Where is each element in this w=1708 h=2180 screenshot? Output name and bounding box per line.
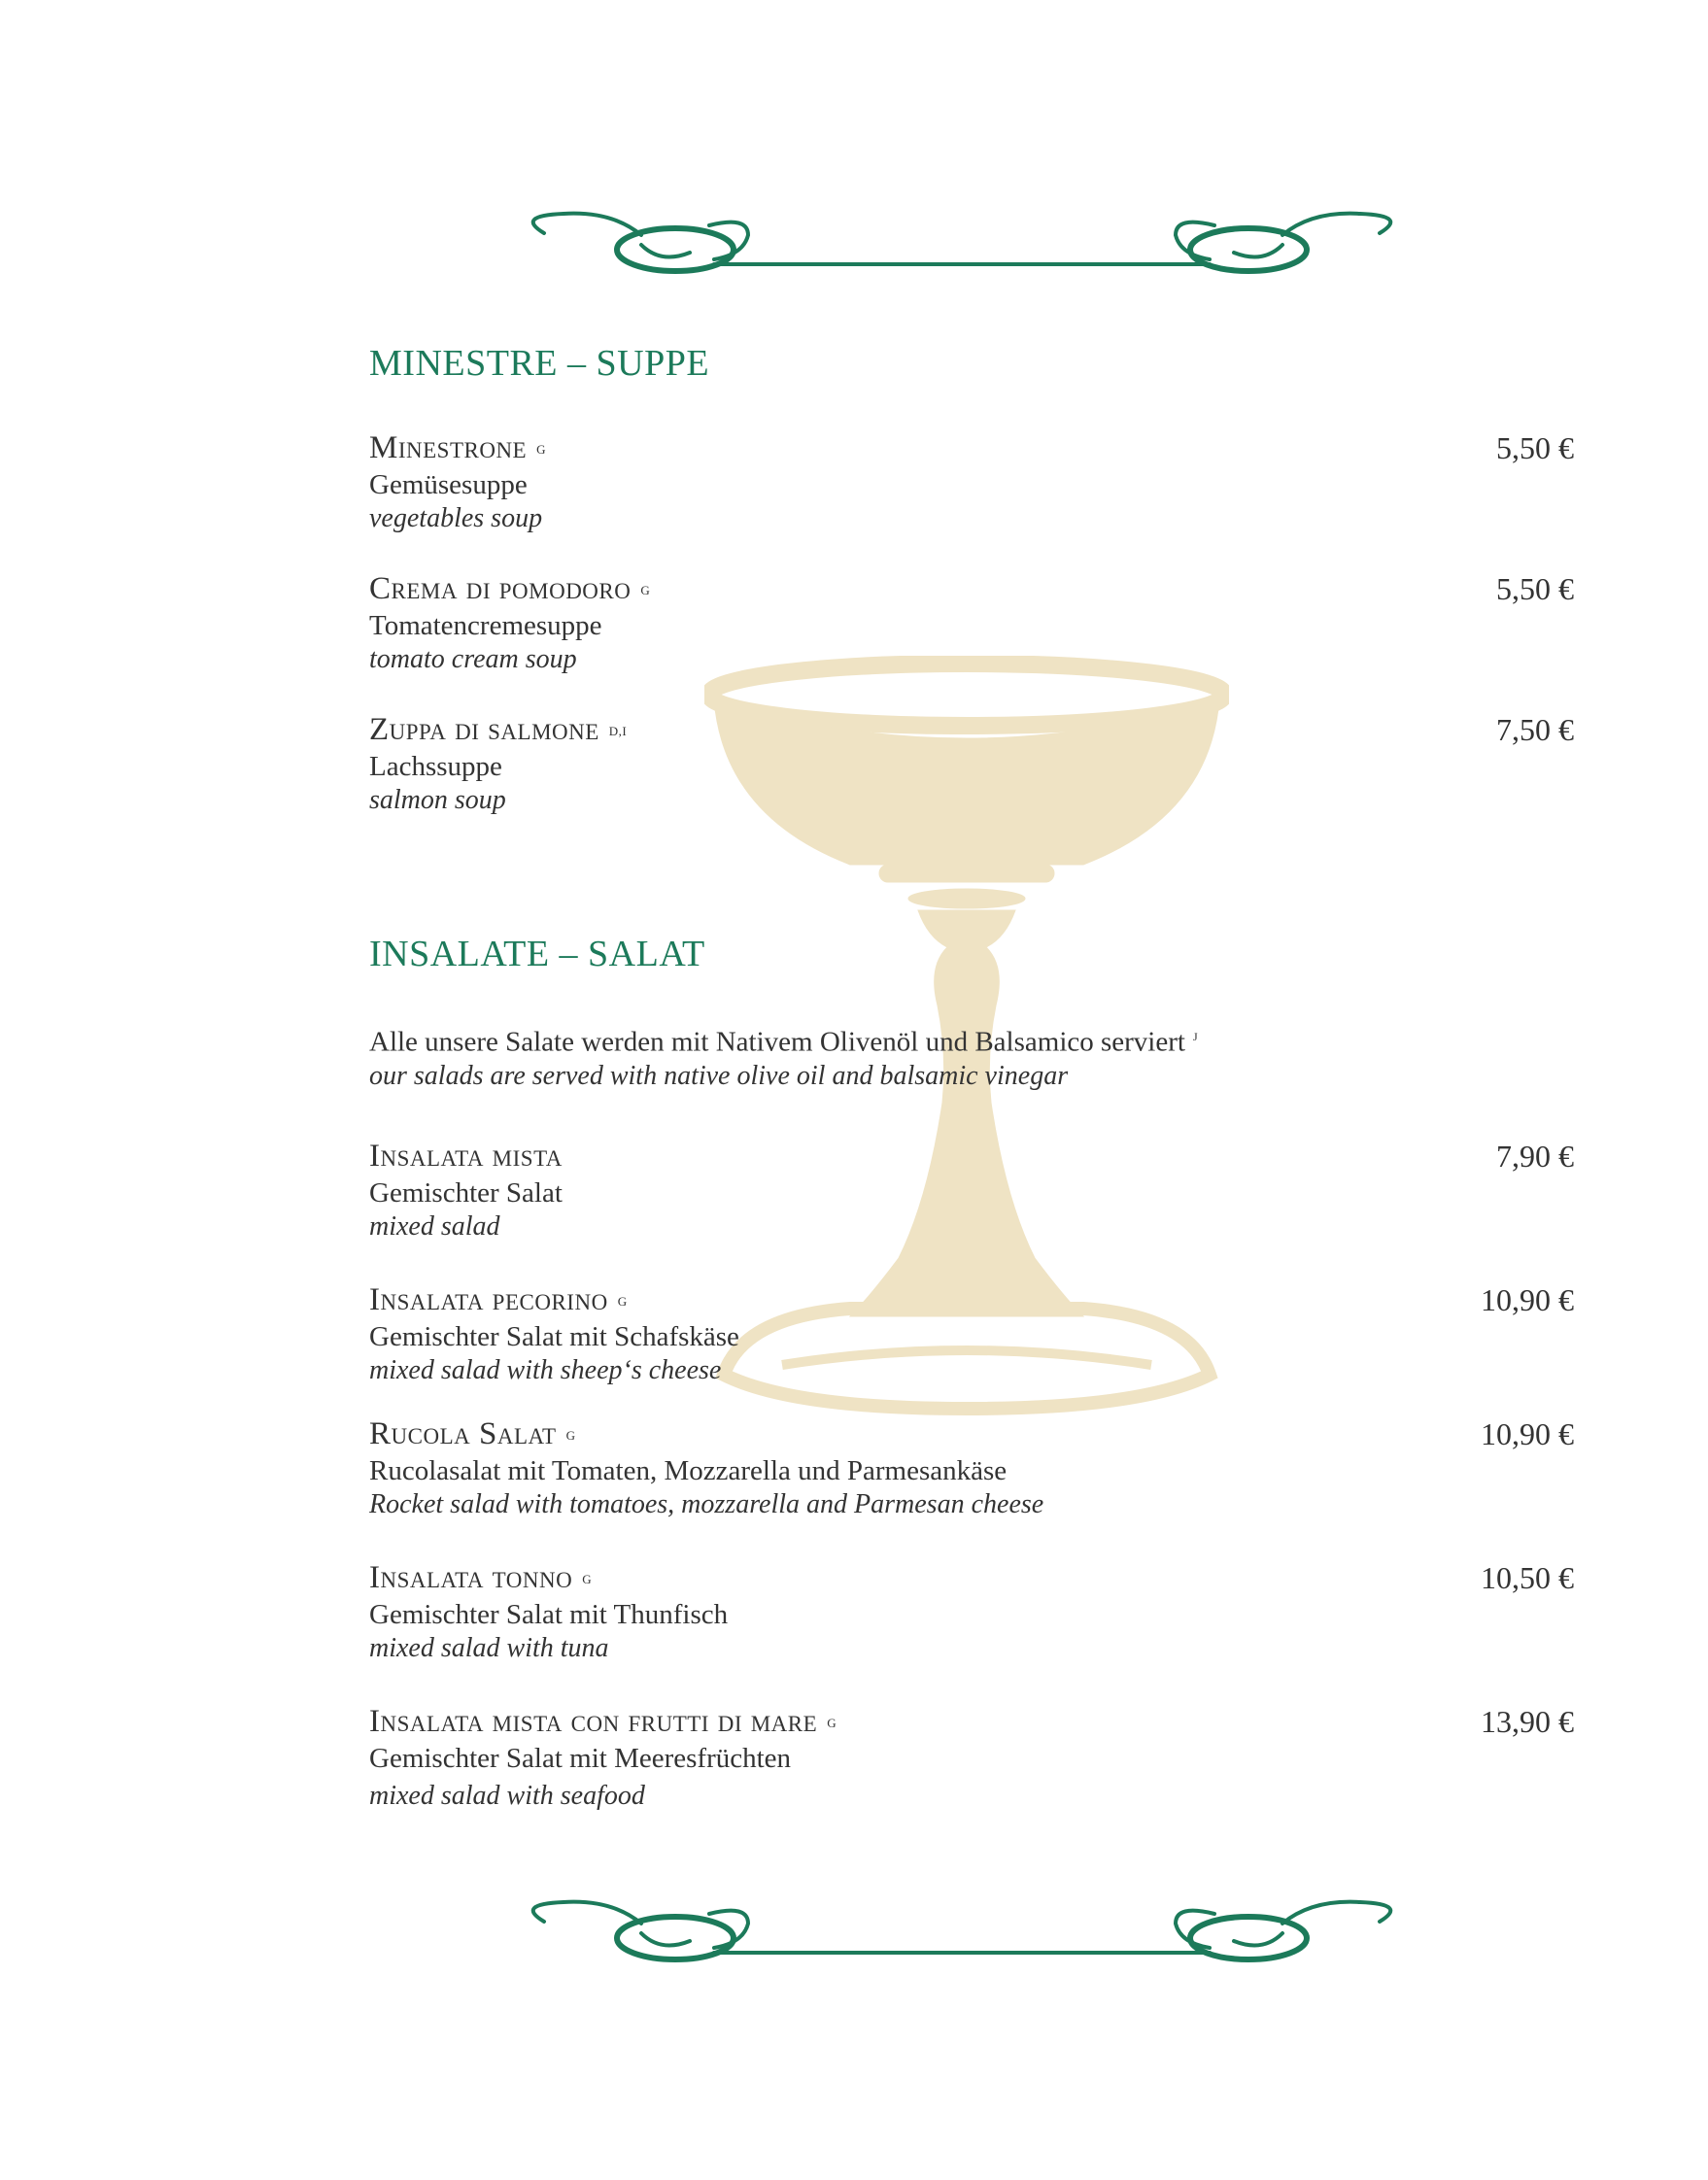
item-description-de: Gemischter Salat mit Meeresfrüchten <box>369 1743 792 1774</box>
allergen-codes: J <box>1192 1030 1198 1043</box>
note-de: Alle unsere Salate werden mit Nativem Olivenöl und Balsamico serviert $^J$ <box>369 1026 1198 1058</box>
menu-item <box>369 1280 1574 1387</box>
item-price: 5,50 € <box>1496 430 1574 465</box>
allergen-codes: G <box>617 1294 628 1309</box>
item-price: 10,90 € <box>1481 1282 1574 1317</box>
section-title-salads: INSALATE – SALAT <box>369 934 705 974</box>
item-description-en: tomato cream soup <box>369 644 577 674</box>
item-name: Crema di pomodoro $^G$ <box>369 571 651 606</box>
menu-item <box>369 1414 1574 1521</box>
allergen-codes: D,I <box>608 724 628 738</box>
allergen-codes: G <box>582 1572 593 1586</box>
menu-item <box>369 1558 1574 1665</box>
item-name: Minestrone $^G$ <box>369 430 547 465</box>
ornament-bottom <box>515 1894 1409 1972</box>
menu-item <box>369 710 1574 817</box>
item-name: Insalata tonno $^G$ <box>369 1560 593 1595</box>
item-price: 5,50 € <box>1496 571 1574 606</box>
item-price: 10,50 € <box>1481 1560 1574 1595</box>
item-description-de: Gemischter Salat mit Schafskäse <box>369 1321 739 1352</box>
item-description-en: salmon soup <box>369 785 506 815</box>
note-en: our salads are served with native olive oil and balsamic vinegar <box>369 1060 1069 1091</box>
salad-note <box>369 1019 1574 1093</box>
item-description-en: Rocket salad with tomatoes, mozzarella and Parmesan cheese <box>369 1489 1044 1519</box>
item-description-de: Lachssuppe <box>369 751 502 782</box>
item-description-en: mixed salad with sheep‘s cheese <box>369 1355 722 1385</box>
allergen-codes: G <box>565 1428 576 1443</box>
ornament-top <box>515 206 1409 284</box>
item-price: 13,90 € <box>1481 1704 1574 1739</box>
menu-item <box>369 428 1574 535</box>
item-name: Insalata pecorino $^G$ <box>369 1282 628 1317</box>
allergen-codes: G <box>536 442 547 457</box>
item-price: 7,50 € <box>1496 712 1574 747</box>
item-name: Insalata mista <box>369 1139 563 1174</box>
item-description-en: vegetables soup <box>369 503 543 533</box>
item-name: Zuppa di salmone $^{D,I}$ <box>369 712 628 747</box>
item-description-de: Gemischter Salat mit Thunfisch <box>369 1599 729 1630</box>
item-description-de: Rucolasalat mit Tomaten, Mozzarella und Parmesankäse <box>369 1455 1008 1486</box>
item-name: Rucola Salat $^G$ <box>369 1416 576 1451</box>
menu-item <box>369 1137 1574 1243</box>
allergen-codes: G <box>827 1716 837 1730</box>
menu-item <box>369 1702 1574 1813</box>
item-name: Insalata mista con frutti di mare $^G$ <box>369 1704 837 1739</box>
item-description-de: Gemüsesuppe <box>369 469 528 500</box>
item-price: 7,90 € <box>1496 1139 1574 1174</box>
item-price: 10,90 € <box>1481 1416 1574 1451</box>
item-description-en: mixed salad <box>369 1211 500 1242</box>
menu-item <box>369 569 1574 676</box>
item-description-en: mixed salad with tuna <box>369 1633 609 1663</box>
item-description-en: mixed salad with seafood <box>369 1781 645 1811</box>
item-description-de: Gemischter Salat <box>369 1177 563 1209</box>
item-description-de: Tomatencremesuppe <box>369 610 602 641</box>
section-title-soups: MINESTRE – SUPPE <box>369 343 710 384</box>
allergen-codes: G <box>640 583 651 597</box>
